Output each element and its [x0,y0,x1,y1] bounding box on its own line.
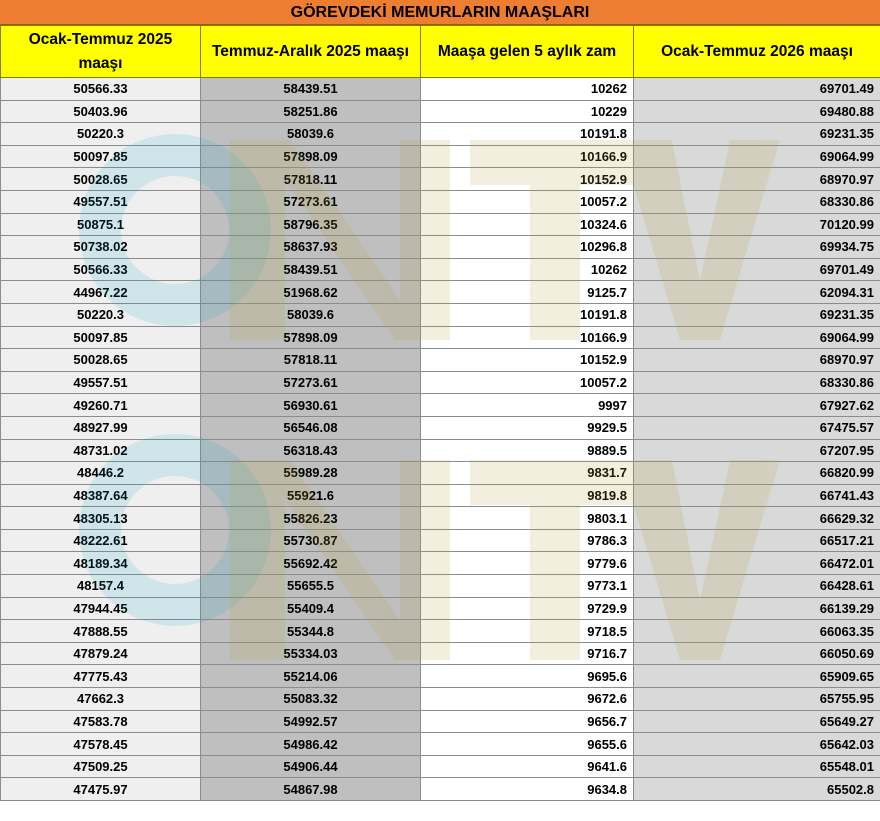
cell-jan-jul-2025-salary: 48927.99 [1,416,201,439]
cell-jan-jul-2025-salary: 47879.24 [1,642,201,665]
column-header-5-month-raise: Maaşa gelen 5 aylık zam [421,26,634,78]
cell-jul-dec-2025-salary: 57818.11 [201,349,421,372]
cell-jul-dec-2025-salary: 58637.93 [201,236,421,259]
cell-jan-jul-2026-salary: 65909.65 [634,665,880,688]
table-row [1,258,880,281]
cell-jan-jul-2026-salary: 69701.49 [634,78,880,101]
cell-five-month-raise: 9672.6 [421,688,634,711]
table-row [1,100,880,123]
cell-five-month-raise: 10324.6 [421,213,634,236]
cell-jan-jul-2026-salary: 62094.31 [634,281,880,304]
cell-jul-dec-2025-salary: 54992.57 [201,710,421,733]
cell-five-month-raise: 10191.8 [421,123,634,146]
cell-jan-jul-2026-salary: 66820.99 [634,462,880,485]
table-row [1,303,880,326]
cell-jan-jul-2025-salary: 50220.3 [1,123,201,146]
table-row [1,665,880,688]
cell-jan-jul-2025-salary: 50738.02 [1,236,201,259]
cell-jan-jul-2026-salary: 66063.35 [634,620,880,643]
table-row [1,394,880,417]
cell-jul-dec-2025-salary: 55083.32 [201,688,421,711]
cell-five-month-raise: 9718.5 [421,620,634,643]
cell-five-month-raise: 9125.7 [421,281,634,304]
cell-jul-dec-2025-salary: 54986.42 [201,733,421,756]
cell-five-month-raise: 10191.8 [421,303,634,326]
cell-five-month-raise: 9819.8 [421,484,634,507]
cell-jan-jul-2026-salary: 66629.32 [634,507,880,530]
cell-jan-jul-2025-salary: 48731.02 [1,439,201,462]
table-row [1,484,880,507]
cell-jan-jul-2026-salary: 65548.01 [634,755,880,778]
cell-jan-jul-2026-salary: 68970.97 [634,168,880,191]
cell-jan-jul-2026-salary: 65649.27 [634,710,880,733]
table-row [1,688,880,711]
cell-jul-dec-2025-salary: 55826.23 [201,507,421,530]
table-row [1,755,880,778]
column-header-jan-jul-2026: Ocak-Temmuz 2026 maaşı [634,26,880,78]
table-row [1,462,880,485]
cell-jan-jul-2025-salary: 50028.65 [1,349,201,372]
cell-jan-jul-2026-salary: 65502.8 [634,778,880,801]
table-row [1,778,880,801]
cell-jul-dec-2025-salary: 58796.35 [201,213,421,236]
cell-jan-jul-2026-salary: 65755.95 [634,688,880,711]
cell-jan-jul-2025-salary: 47888.55 [1,620,201,643]
cell-jan-jul-2026-salary: 70120.99 [634,213,880,236]
cell-jan-jul-2026-salary: 69231.35 [634,123,880,146]
cell-five-month-raise: 9716.7 [421,642,634,665]
cell-jul-dec-2025-salary: 57818.11 [201,168,421,191]
cell-jan-jul-2026-salary: 69480.88 [634,100,880,123]
cell-jan-jul-2025-salary: 47662.3 [1,688,201,711]
cell-jan-jul-2025-salary: 50875.1 [1,213,201,236]
cell-jan-jul-2025-salary: 48446.2 [1,462,201,485]
cell-jul-dec-2025-salary: 56318.43 [201,439,421,462]
cell-five-month-raise: 9695.6 [421,665,634,688]
cell-jan-jul-2026-salary: 69934.75 [634,236,880,259]
table-title: GÖREVDEKİ MEMURLARIN MAAŞLARI [0,0,880,25]
cell-jul-dec-2025-salary: 54906.44 [201,755,421,778]
cell-jan-jul-2025-salary: 49260.71 [1,394,201,417]
cell-jan-jul-2026-salary: 66139.29 [634,597,880,620]
cell-jan-jul-2025-salary: 50220.3 [1,303,201,326]
cell-jan-jul-2025-salary: 48387.64 [1,484,201,507]
cell-jul-dec-2025-salary: 55989.28 [201,462,421,485]
cell-five-month-raise: 9634.8 [421,778,634,801]
cell-jan-jul-2026-salary: 66428.61 [634,575,880,598]
cell-jan-jul-2025-salary: 47475.97 [1,778,201,801]
cell-jan-jul-2025-salary: 50097.85 [1,145,201,168]
table-row [1,642,880,665]
cell-jul-dec-2025-salary: 58039.6 [201,123,421,146]
cell-five-month-raise: 9773.1 [421,575,634,598]
cell-jan-jul-2025-salary: 48157.4 [1,575,201,598]
cell-jan-jul-2026-salary: 67207.95 [634,439,880,462]
table-row [1,416,880,439]
cell-jan-jul-2025-salary: 47509.25 [1,755,201,778]
cell-five-month-raise: 10152.9 [421,168,634,191]
cell-jul-dec-2025-salary: 57273.61 [201,371,421,394]
cell-jan-jul-2026-salary: 68330.86 [634,371,880,394]
cell-jul-dec-2025-salary: 55655.5 [201,575,421,598]
cell-jan-jul-2025-salary: 49557.51 [1,371,201,394]
cell-jan-jul-2026-salary: 69064.99 [634,145,880,168]
cell-jan-jul-2025-salary: 48222.61 [1,529,201,552]
cell-jul-dec-2025-salary: 58039.6 [201,303,421,326]
cell-jul-dec-2025-salary: 58439.51 [201,78,421,101]
cell-jan-jul-2025-salary: 48305.13 [1,507,201,530]
table-row [1,145,880,168]
column-header-jan-jul-2025: Ocak-Temmuz 2025 maaşı [1,26,201,78]
table-row [1,190,880,213]
cell-jul-dec-2025-salary: 56930.61 [201,394,421,417]
cell-jan-jul-2026-salary: 66741.43 [634,484,880,507]
table-row [1,349,880,372]
cell-jul-dec-2025-salary: 54867.98 [201,778,421,801]
cell-five-month-raise: 9656.7 [421,710,634,733]
table-row [1,620,880,643]
cell-jan-jul-2026-salary: 69064.99 [634,326,880,349]
table-row [1,168,880,191]
cell-jan-jul-2026-salary: 69231.35 [634,303,880,326]
cell-five-month-raise: 10262 [421,78,634,101]
cell-jul-dec-2025-salary: 57273.61 [201,190,421,213]
salary-table [0,25,880,801]
cell-jul-dec-2025-salary: 58251.86 [201,100,421,123]
cell-jan-jul-2025-salary: 47583.78 [1,710,201,733]
cell-jul-dec-2025-salary: 58439.51 [201,258,421,281]
cell-jan-jul-2026-salary: 66517.21 [634,529,880,552]
cell-jul-dec-2025-salary: 55334.03 [201,642,421,665]
cell-jan-jul-2025-salary: 44967.22 [1,281,201,304]
cell-jan-jul-2026-salary: 66050.69 [634,642,880,665]
cell-jan-jul-2025-salary: 50097.85 [1,326,201,349]
table-row [1,326,880,349]
cell-jul-dec-2025-salary: 56546.08 [201,416,421,439]
cell-five-month-raise: 10166.9 [421,145,634,168]
cell-five-month-raise: 9889.5 [421,439,634,462]
cell-five-month-raise: 9641.6 [421,755,634,778]
cell-jan-jul-2026-salary: 66472.01 [634,552,880,575]
cell-five-month-raise: 9786.3 [421,529,634,552]
cell-five-month-raise: 10057.2 [421,371,634,394]
table-row [1,123,880,146]
cell-five-month-raise: 10166.9 [421,326,634,349]
table-row [1,281,880,304]
cell-five-month-raise: 9655.6 [421,733,634,756]
cell-jul-dec-2025-salary: 55344.8 [201,620,421,643]
cell-jan-jul-2025-salary: 50403.96 [1,100,201,123]
cell-jul-dec-2025-salary: 57898.09 [201,326,421,349]
cell-five-month-raise: 9729.9 [421,597,634,620]
table-row [1,236,880,259]
cell-jan-jul-2026-salary: 68330.86 [634,190,880,213]
cell-five-month-raise: 10152.9 [421,349,634,372]
cell-jul-dec-2025-salary: 55409.4 [201,597,421,620]
cell-five-month-raise: 9779.6 [421,552,634,575]
table-row [1,371,880,394]
column-header-jul-dec-2025: Temmuz-Aralık 2025 maaşı [201,26,421,78]
cell-jul-dec-2025-salary: 51968.62 [201,281,421,304]
table-row [1,507,880,530]
table-row [1,529,880,552]
cell-jan-jul-2026-salary: 67475.57 [634,416,880,439]
cell-five-month-raise: 10262 [421,258,634,281]
cell-five-month-raise: 9997 [421,394,634,417]
cell-jan-jul-2026-salary: 69701.49 [634,258,880,281]
cell-jan-jul-2025-salary: 47944.45 [1,597,201,620]
cell-five-month-raise: 10229 [421,100,634,123]
cell-jan-jul-2025-salary: 47775.43 [1,665,201,688]
cell-jul-dec-2025-salary: 55214.06 [201,665,421,688]
table-row [1,552,880,575]
cell-jan-jul-2025-salary: 47578.45 [1,733,201,756]
cell-jul-dec-2025-salary: 55730.87 [201,529,421,552]
cell-jan-jul-2026-salary: 68970.97 [634,349,880,372]
table-row [1,575,880,598]
table-row [1,213,880,236]
cell-jul-dec-2025-salary: 57898.09 [201,145,421,168]
cell-five-month-raise: 10057.2 [421,190,634,213]
table-row [1,597,880,620]
cell-five-month-raise: 9803.1 [421,507,634,530]
cell-jan-jul-2026-salary: 65642.03 [634,733,880,756]
header-row [1,26,880,78]
cell-jan-jul-2025-salary: 49557.51 [1,190,201,213]
cell-five-month-raise: 10296.8 [421,236,634,259]
cell-jan-jul-2025-salary: 50028.65 [1,168,201,191]
cell-five-month-raise: 9831.7 [421,462,634,485]
table-row [1,733,880,756]
table-row [1,78,880,101]
cell-jan-jul-2026-salary: 67927.62 [634,394,880,417]
cell-five-month-raise: 9929.5 [421,416,634,439]
table-row [1,710,880,733]
cell-jul-dec-2025-salary: 55692.42 [201,552,421,575]
cell-jan-jul-2025-salary: 50566.33 [1,258,201,281]
cell-jul-dec-2025-salary: 55921.6 [201,484,421,507]
cell-jan-jul-2025-salary: 50566.33 [1,78,201,101]
cell-jan-jul-2025-salary: 48189.34 [1,552,201,575]
table-row [1,439,880,462]
